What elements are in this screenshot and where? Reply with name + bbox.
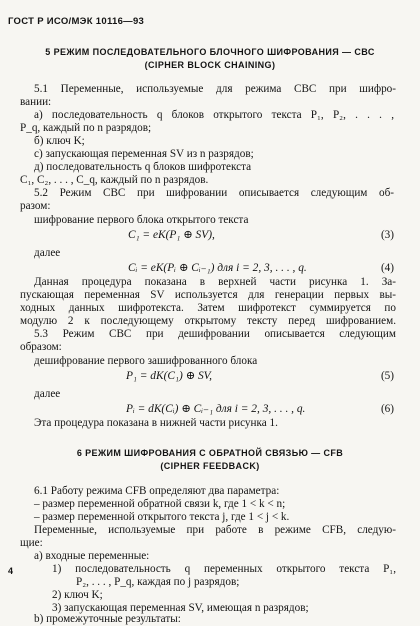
paragraph-line: б) ключ K; — [34, 135, 85, 147]
page-number: 4 — [8, 566, 14, 576]
equation-5-number: (5) — [380, 370, 394, 382]
paragraph-line: 5.1 Переменные, используемые для режима СВС при шифро- — [34, 83, 396, 95]
paragraph-line: – размер переменной обратной связи k, где 1 < k < n; — [34, 498, 286, 510]
paragraph-line: дешифрование первого зашифрованного блока — [34, 355, 258, 367]
paragraph-line: 3) запускающая переменная SV, имеющая n разрядов; — [52, 602, 309, 614]
paragraph-line: ходных данных шифротекста. Затем шифротекст суммируется по — [20, 302, 396, 314]
paragraph-line: модулю 2 к последующему открытому тексту перед шифрованием. — [20, 315, 396, 327]
paragraph-line: далее — [34, 247, 61, 259]
equation-3-number: (3) — [380, 229, 394, 241]
paragraph-line: а) последовательность q блоков открытого текста P₁, P₂, . . . , — [34, 109, 394, 121]
equation-6-number: (6) — [380, 403, 394, 415]
paragraph-line: – размер переменной открытого текста j, где 1 < j < k. — [34, 511, 290, 523]
paragraph-line: 5.3 Режим СВС при дешифровании описывается следующим — [34, 328, 396, 340]
paragraph-line: вании: — [20, 96, 52, 108]
section-6-subtitle: (CIPHER FEEDBACK) — [160, 461, 260, 471]
paragraph-line: 6.1 Работу режима CFB определяют два параметра: — [34, 485, 280, 497]
paragraph-line: разом: — [20, 200, 51, 212]
paragraph-line: b) промежуточные результаты: — [34, 613, 181, 625]
document-header: ГОСТ Р ИСО/МЭК 10116—93 — [8, 16, 145, 27]
paragraph-line: Переменные, используемые при работе в режиме CFB, следую- — [34, 524, 396, 536]
paragraph-line: 1) последовательность q переменных открытого текста P₁, — [52, 563, 396, 575]
paragraph-line: Данная процедура показана в верхней части рисунка 1. За- — [34, 276, 396, 288]
paragraph-line: P₂, . . . , P_q, каждая по j разрядов; — [76, 576, 240, 588]
paragraph-line: Эта процедура показана в нижней части рисунка 1. — [34, 417, 278, 429]
section-6-title: 6 РЕЖИМ ШИФРОВАНИЯ С ОБРАТНОЙ СВЯЗЬЮ — CFB — [76, 448, 344, 458]
paragraph-line: пускающая переменная SV используется для генерации первых вы- — [20, 289, 396, 301]
equation-4: Cᵢ = eK(Pᵢ ⊕ Cᵢ₋₁) для i = 2, 3, . . . , q. — [128, 262, 307, 274]
paragraph-line: д) последовательность q блоков шифротекста — [34, 161, 252, 173]
paragraph-line: P_q, каждый по n разрядов; — [20, 122, 152, 134]
paragraph-line: C₁, C₂, . . . , C_q, каждый по n разрядов. — [20, 174, 209, 186]
paragraph-line: далее — [34, 388, 61, 400]
section-5-subtitle: (CIPHER BLOCK CHAINING) — [144, 60, 276, 70]
paragraph-line: а) входные переменные: — [34, 550, 150, 562]
equation-4-number: (4) — [380, 262, 394, 274]
paragraph-line: шифрование первого блока открытого текста — [34, 214, 249, 226]
paragraph-line: с) запускающая переменная SV из n разрядов; — [34, 148, 254, 160]
equation-5: P₁ = dK(C₁) ⊕ SV, — [126, 370, 213, 382]
paragraph-line: щие: — [20, 537, 43, 549]
paragraph-line: 2) ключ K; — [52, 589, 103, 601]
equation-3: C₁ = eK(P₁ ⊕ SV), — [128, 229, 215, 241]
paragraph-line: 5.2 Режим СВС при шифровании описывается следующим об- — [34, 187, 394, 199]
equation-6: Pᵢ = dK(Cᵢ) ⊕ Cᵢ₋₁ для i = 2, 3, . . . , q. — [126, 403, 306, 415]
paragraph-line: образом: — [20, 341, 62, 353]
section-5-title: 5 РЕЖИМ ПОСЛЕДОВАТЕЛЬНОГО БЛОЧНОГО ШИФРОВАНИЯ — СВС — [45, 47, 375, 57]
